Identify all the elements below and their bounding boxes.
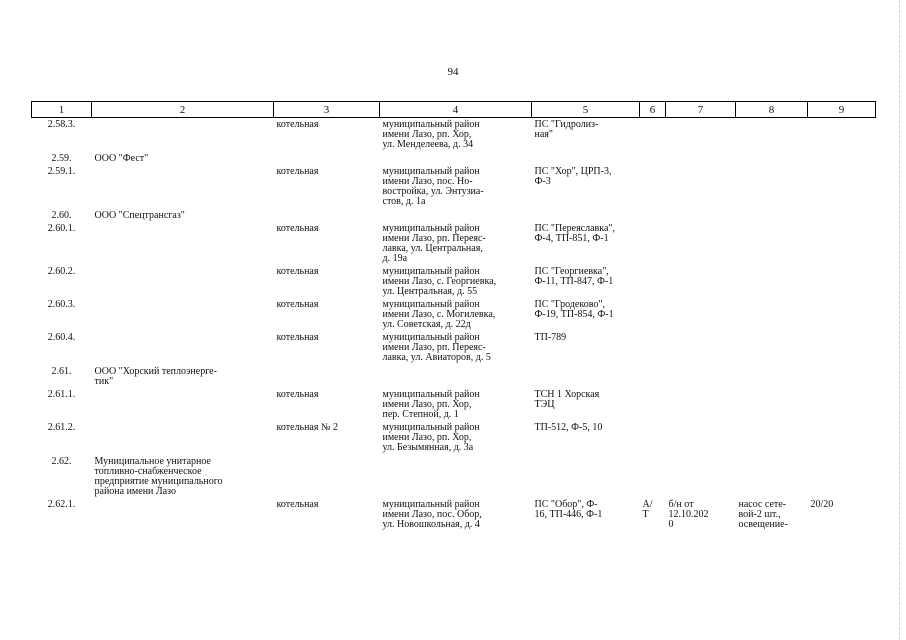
power-source: ПС "Гидролиз- ная" xyxy=(534,119,599,140)
facility-type: котельная xyxy=(276,389,319,400)
facility-address: муниципальный район имени Лазо, рп. Хор, ул. Менделеева, д. 34 xyxy=(382,119,480,150)
organization-name xyxy=(92,165,274,208)
organization-name xyxy=(92,421,274,454)
power-source xyxy=(532,151,640,165)
facility-type xyxy=(274,454,380,498)
page-number: 94 xyxy=(447,66,459,78)
cell-col6 xyxy=(640,222,666,265)
organization-name xyxy=(92,265,274,298)
facility-type: котельная xyxy=(276,119,319,130)
cell-col6 xyxy=(640,388,666,421)
row-number: 2.61. xyxy=(51,366,72,377)
column-header-3: 3 xyxy=(274,102,380,118)
cell-col7 xyxy=(666,454,736,498)
facility-type xyxy=(274,364,380,388)
table-row xyxy=(32,298,876,331)
power-source xyxy=(532,364,640,388)
cell-col7 xyxy=(666,421,736,454)
organization-row xyxy=(32,151,876,165)
cell-col6 xyxy=(640,454,666,498)
organization-name: ООО "Хорский теплоэнерге- тик" xyxy=(94,366,217,387)
facility-address xyxy=(380,151,532,165)
row-number: 2.58.3. xyxy=(47,119,76,130)
cell-col6 xyxy=(640,298,666,331)
power-source: ТСН 1 Хорская ТЭЦ xyxy=(534,389,600,410)
power-source: ПС "Хор", ЦРП-3, Ф-3 xyxy=(534,166,612,187)
cell-col9 xyxy=(808,165,876,208)
row-number: 2.62. xyxy=(51,456,72,467)
power-source: ПС "Переяславка", Ф-4, ТП-851, Ф-1 xyxy=(534,223,615,244)
cell-col6 xyxy=(640,421,666,454)
organization-name xyxy=(92,331,274,364)
column-number-row xyxy=(32,102,876,118)
cell-col7 xyxy=(666,388,736,421)
facility-address: муниципальный район имени Лазо, рп. Переяс- лавка, ул. Центральная, д. 19а xyxy=(382,223,486,264)
cell-col8 xyxy=(736,298,808,331)
row-number: 2.61.2. xyxy=(47,422,76,433)
row-number: 2.60.3. xyxy=(47,299,76,310)
cell-col7 xyxy=(666,118,736,152)
row-number: 2.60. xyxy=(51,210,72,221)
cell-col9 xyxy=(808,151,876,165)
facility-type: котельная xyxy=(276,499,319,510)
data-table-wrapper xyxy=(31,101,875,531)
cell-col9 xyxy=(808,265,876,298)
cell-col8: насос сете- вой-2 шт., освещение- xyxy=(738,499,788,530)
facility-type: котельная xyxy=(276,299,319,310)
cell-col8 xyxy=(736,388,808,421)
cell-col8 xyxy=(736,454,808,498)
table-body xyxy=(32,118,876,532)
cell-col8 xyxy=(736,118,808,152)
power-source: ПС "Георгиевка", Ф-11, ТП-847, Ф-1 xyxy=(534,266,614,287)
cell-col6 xyxy=(640,208,666,222)
table-row xyxy=(32,331,876,364)
cell-col7 xyxy=(666,151,736,165)
facility-type: котельная xyxy=(276,332,319,343)
column-header-9: 9 xyxy=(808,102,876,118)
organization-name xyxy=(92,388,274,421)
margin-dashed-line xyxy=(899,0,900,640)
column-header-4: 4 xyxy=(380,102,532,118)
facility-address: муниципальный район имени Лазо, пос. Но- востройка, ул. Энтузиа- стов, д. 1а xyxy=(382,166,484,207)
cell-col6: А/ Т xyxy=(642,499,653,520)
organization-name: ООО "Фест" xyxy=(94,153,149,164)
facility-type: котельная xyxy=(276,223,319,234)
facility-address xyxy=(380,364,532,388)
table-row xyxy=(32,222,876,265)
organization-name xyxy=(92,118,274,152)
power-source xyxy=(532,208,640,222)
cell-col9 xyxy=(808,331,876,364)
cell-col8 xyxy=(736,165,808,208)
cell-col6 xyxy=(640,331,666,364)
cell-col9 xyxy=(808,454,876,498)
table-row xyxy=(32,265,876,298)
row-number: 2.59.1. xyxy=(47,166,76,177)
facility-address: муниципальный район имени Лазо, пос. Обор, ул. Новошкольная, д. 4 xyxy=(382,499,482,530)
organization-name: Муниципальное унитарное топливно-снабженческое предприятие муниципального района имени Лазо xyxy=(94,456,223,497)
organization-name xyxy=(92,498,274,531)
facility-address: муниципальный район имени Лазо, рп. Хор, пер. Степной, д. 1 xyxy=(382,389,480,420)
organization-row xyxy=(32,364,876,388)
organization-name: ООО "Спецтрансгаз" xyxy=(94,210,185,221)
cell-col7 xyxy=(666,222,736,265)
column-header-5: 5 xyxy=(532,102,640,118)
facility-address: муниципальный район имени Лазо, с. Могилевка, ул. Советская, д. 22д xyxy=(382,299,496,330)
cell-col6 xyxy=(640,118,666,152)
cell-col9 xyxy=(808,118,876,152)
column-header-1: 1 xyxy=(32,102,92,118)
facility-type xyxy=(274,151,380,165)
cell-col6 xyxy=(640,151,666,165)
cell-col6 xyxy=(640,364,666,388)
column-header-7: 7 xyxy=(666,102,736,118)
organization-name xyxy=(92,298,274,331)
data-table xyxy=(31,101,876,531)
facility-address: муниципальный район имени Лазо, рп. Переяс- лавка, ул. Авиаторов, д. 5 xyxy=(382,332,491,363)
cell-col8 xyxy=(736,331,808,364)
power-source: ПС "Обор", Ф- 16, ТП-446, Ф-1 xyxy=(534,499,603,520)
column-header-2: 2 xyxy=(92,102,274,118)
facility-type: котельная xyxy=(276,266,319,277)
cell-col9 xyxy=(808,364,876,388)
cell-col9 xyxy=(808,208,876,222)
facility-address: муниципальный район имени Лазо, рп. Хор, ул. Безымянная, д. 3а xyxy=(382,422,480,453)
cell-col9 xyxy=(808,222,876,265)
table-header xyxy=(32,102,876,118)
cell-col9 xyxy=(808,421,876,454)
row-number: 2.61.1. xyxy=(47,389,76,400)
row-number: 2.60.2. xyxy=(47,266,76,277)
table-row xyxy=(32,498,876,531)
cell-col7 xyxy=(666,298,736,331)
facility-type xyxy=(274,208,380,222)
row-number: 2.60.1. xyxy=(47,223,76,234)
cell-col8 xyxy=(736,265,808,298)
power-source: ТП-789 xyxy=(534,332,567,343)
organization-row xyxy=(32,454,876,498)
cell-col9: 20/20 xyxy=(810,499,834,510)
table-row xyxy=(32,118,876,152)
cell-col8 xyxy=(736,364,808,388)
table-row xyxy=(32,388,876,421)
cell-col7 xyxy=(666,165,736,208)
row-number: 2.59. xyxy=(51,153,72,164)
column-header-8: 8 xyxy=(736,102,808,118)
cell-col7 xyxy=(666,364,736,388)
cell-col6 xyxy=(640,265,666,298)
cell-col8 xyxy=(736,421,808,454)
facility-type: котельная xyxy=(276,166,319,177)
cell-col8 xyxy=(736,208,808,222)
cell-col7: б/н от 12.10.202 0 xyxy=(668,499,709,530)
table-row xyxy=(32,421,876,454)
cell-col8 xyxy=(736,222,808,265)
cell-col7 xyxy=(666,331,736,364)
column-header-6: 6 xyxy=(640,102,666,118)
cell-col9 xyxy=(808,388,876,421)
table-row xyxy=(32,165,876,208)
organization-name xyxy=(92,222,274,265)
power-source: ТП-512, Ф-5, 10 xyxy=(534,422,603,433)
row-number: 2.60.4. xyxy=(47,332,76,343)
power-source xyxy=(532,454,640,498)
cell-col9 xyxy=(808,298,876,331)
facility-address xyxy=(380,454,532,498)
power-source: ПС "Гродеково", Ф-19, ТП-854, Ф-1 xyxy=(534,299,614,320)
cell-col7 xyxy=(666,208,736,222)
organization-row xyxy=(32,208,876,222)
row-number: 2.62.1. xyxy=(47,499,76,510)
facility-type: котельная № 2 xyxy=(276,422,339,433)
cell-col8 xyxy=(736,151,808,165)
facility-address xyxy=(380,208,532,222)
cell-col6 xyxy=(640,165,666,208)
facility-address: муниципальный район имени Лазо, с. Георгиевка, ул. Центральная, д. 55 xyxy=(382,266,497,297)
cell-col7 xyxy=(666,265,736,298)
